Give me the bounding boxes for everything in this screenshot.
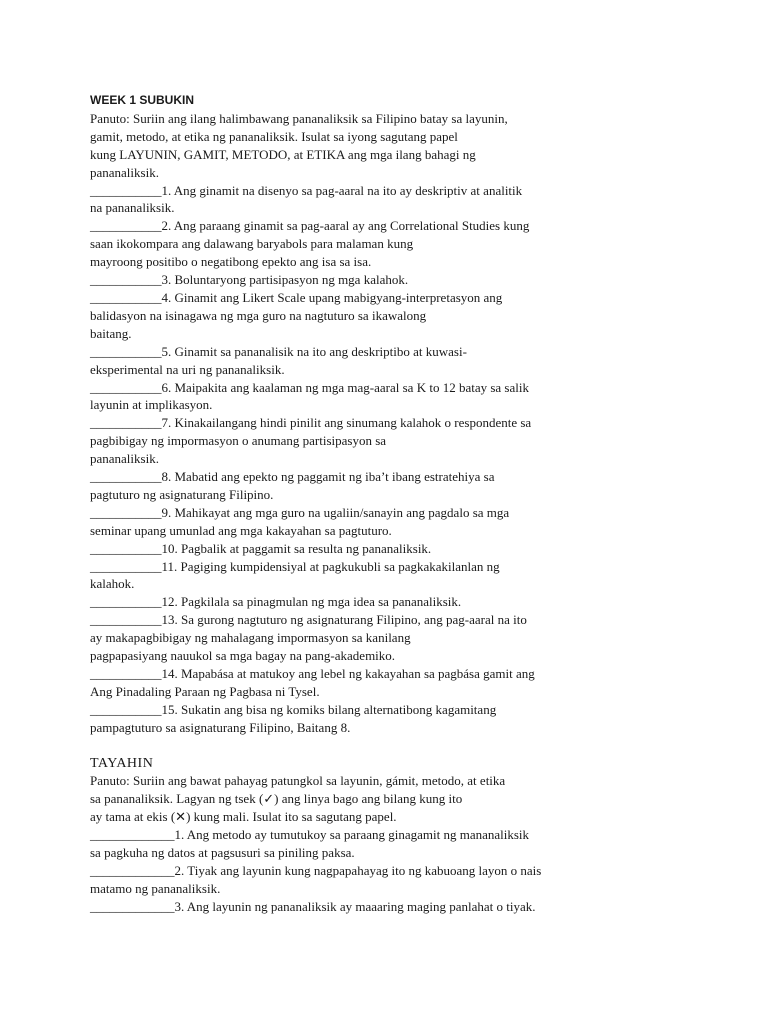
subukin-question [90, 289, 730, 343]
subukin-question-line: ___________5. Ginamit sa pananalisik na ito ang deskriptibo at kuwasi- [90, 343, 467, 359]
tayahin-question-line: matamo ng pananaliksik. [90, 880, 221, 896]
subukin-question [90, 217, 730, 271]
subukin-question-line: eksperimental na uri ng pananaliksik. [90, 361, 285, 377]
instruction-line: sa pananaliksik. Lagyan ng tsek (✓) ang linya bago ang bilang kung ito [90, 791, 463, 807]
tayahin-question-line: _____________3. Ang layunin ng pananaliksik ay maaaring maging panlahat o tiyak. [90, 898, 536, 914]
subukin-question [90, 468, 730, 504]
subukin-question [90, 414, 730, 468]
subukin-question-line: ___________9. Mahikayat ang mga guro na ugaliin/sanayin ang pagdalo sa mga [90, 504, 510, 520]
tayahin-items [90, 826, 730, 916]
subukin-question-line: kalahok. [90, 576, 135, 592]
subukin-question-line: mayroong positibo o negatibong epekto ang isa sa isa. [90, 254, 372, 270]
subukin-question-line: ___________3. Boluntaryong partisipasyon ng mga kalahok. [90, 272, 409, 288]
subukin-question-line: ___________1. Ang ginamit na disenyo sa pag-aaral na ito ay deskriptiv at analitik [90, 182, 523, 198]
subukin-question-line: ___________12. Pagkilala sa pinagmulan ng mga idea sa pananaliksik. [90, 594, 462, 610]
subukin-question-line: ___________13. Sa gurong nagtuturo ng asignaturang Filipino, ang pag-aaral na ito [90, 612, 527, 628]
subukin-question-line: balidasyon na isinagawa ng mga guro na nagtuturo sa ikawalong [90, 307, 427, 323]
tayahin-question-line: sa pagkuha ng datos at pagsusuri sa piniling paksa. [90, 845, 355, 861]
subukin-question [90, 271, 730, 289]
subukin-question-line: ___________8. Mabatid ang epekto ng paggamit ng iba’t ibang estratehiya sa [90, 469, 495, 485]
subukin-question-line: ay makapagbibigay ng mahalagang impormasyon sa kanilang [90, 630, 411, 646]
subukin-question [90, 611, 730, 665]
subukin-question [90, 379, 730, 415]
subukin-question-line: pananaliksik. [90, 451, 159, 467]
tayahin-question [90, 898, 730, 916]
subukin-question-line: ___________6. Maipakita ang kaalaman ng mga mag-aaral sa K to 12 batay sa salik [90, 379, 529, 395]
subukin-question [90, 558, 730, 594]
subukin-question-line: ___________7. Kinakailangang hindi pinilit ang sinumang kalahok o respondente sa [90, 415, 532, 431]
instruction-line: gamit, metodo, at etika ng pananaliksik. Isulat sa iyong sagutang papel [90, 128, 458, 144]
subukin-question-line: seminar upang umunlad ang mga kakayahan sa pagtuturo. [90, 522, 392, 538]
document-page [90, 92, 730, 916]
subukin-question-line: ___________11. Pagiging kumpidensiyal at pagkukubli sa pagkakakilanlan ng [90, 558, 500, 574]
instruction-line: Panuto: Suriin ang ilang halimbawang pananaliksik sa Filipino batay sa layunin, [90, 110, 508, 126]
subukin-question-line: ___________14. Mapabása at matukoy ang lebel ng kakayahan sa pagbása gamit ang [90, 666, 535, 681]
section-gap [90, 737, 730, 755]
instruction-line: Panuto: Suriin ang bawat pahayag patungkol sa layunin, gámit, metodo, at etika [90, 773, 506, 789]
subukin-question-line: Ang Pinadaling Paraan ng Pagbasa ni Tysel. [90, 683, 320, 699]
subukin-question [90, 343, 730, 379]
instruction-line: pananaliksik. [90, 164, 159, 180]
tayahin-heading: TAYAHIN [90, 755, 154, 771]
subukin-question-line: pampagtuturo sa asignaturang Filipino, Baitang 8. [90, 719, 351, 735]
subukin-question [90, 504, 730, 540]
subukin-question-line: ___________10. Pagbalik at paggamit sa resulta ng pananaliksik. [90, 540, 432, 556]
subukin-question-line: baitang. [90, 325, 132, 341]
tayahin-question-line: _____________2. Tiyak ang layunin kung nagpapahayag ito ng kabuoang layon o nais [90, 862, 542, 878]
tayahin-question [90, 862, 730, 898]
instruction-line: kung LAYUNIN, GAMIT, METODO, at ETIKA ang mga ilang bahagi ng [90, 146, 476, 162]
subukin-question-line: pagbibigay ng impormasyon o anumang partisipasyon sa [90, 433, 387, 449]
subukin-question [90, 701, 730, 737]
subukin-question [90, 540, 730, 558]
subukin-question-line: ___________15. Sukatin ang bisa ng komiks bilang alternatibong kagamitang [90, 701, 497, 717]
subukin-question-line: ___________4. Ginamit ang Likert Scale upang mabigyang-interpretasyon ang [90, 289, 503, 305]
subukin-question [90, 593, 730, 611]
subukin-question-line: saan ikokompara ang dalawang baryabols para malaman kung [90, 236, 414, 252]
tayahin-question [90, 826, 730, 862]
subukin-instructions [90, 110, 730, 182]
subukin-heading: WEEK 1 SUBUKIN [90, 93, 195, 107]
subukin-question [90, 182, 730, 218]
subukin-question-line: pagpapasiyang nauukol sa mga bagay na pang-akademiko. [90, 648, 396, 664]
subukin-question-line: layunin at implikasyon. [90, 397, 213, 413]
subukin-question [90, 665, 730, 701]
subukin-items [90, 182, 730, 737]
subukin-question-line: ___________2. Ang paraang ginamit sa pag-aaral ay ang Correlational Studies kung [90, 218, 530, 234]
instruction-line: ay tama at ekis (✕) kung mali. Isulat ito sa sagutang papel. [90, 809, 397, 825]
subukin-question-line: na pananaliksik. [90, 200, 175, 216]
tayahin-question-line: _____________1. Ang metodo ay tumutukoy sa paraang ginagamit ng mananaliksik [90, 827, 530, 843]
tayahin-instructions [90, 772, 730, 826]
subukin-question-line: pagtuturo ng asignaturang Filipino. [90, 486, 274, 502]
